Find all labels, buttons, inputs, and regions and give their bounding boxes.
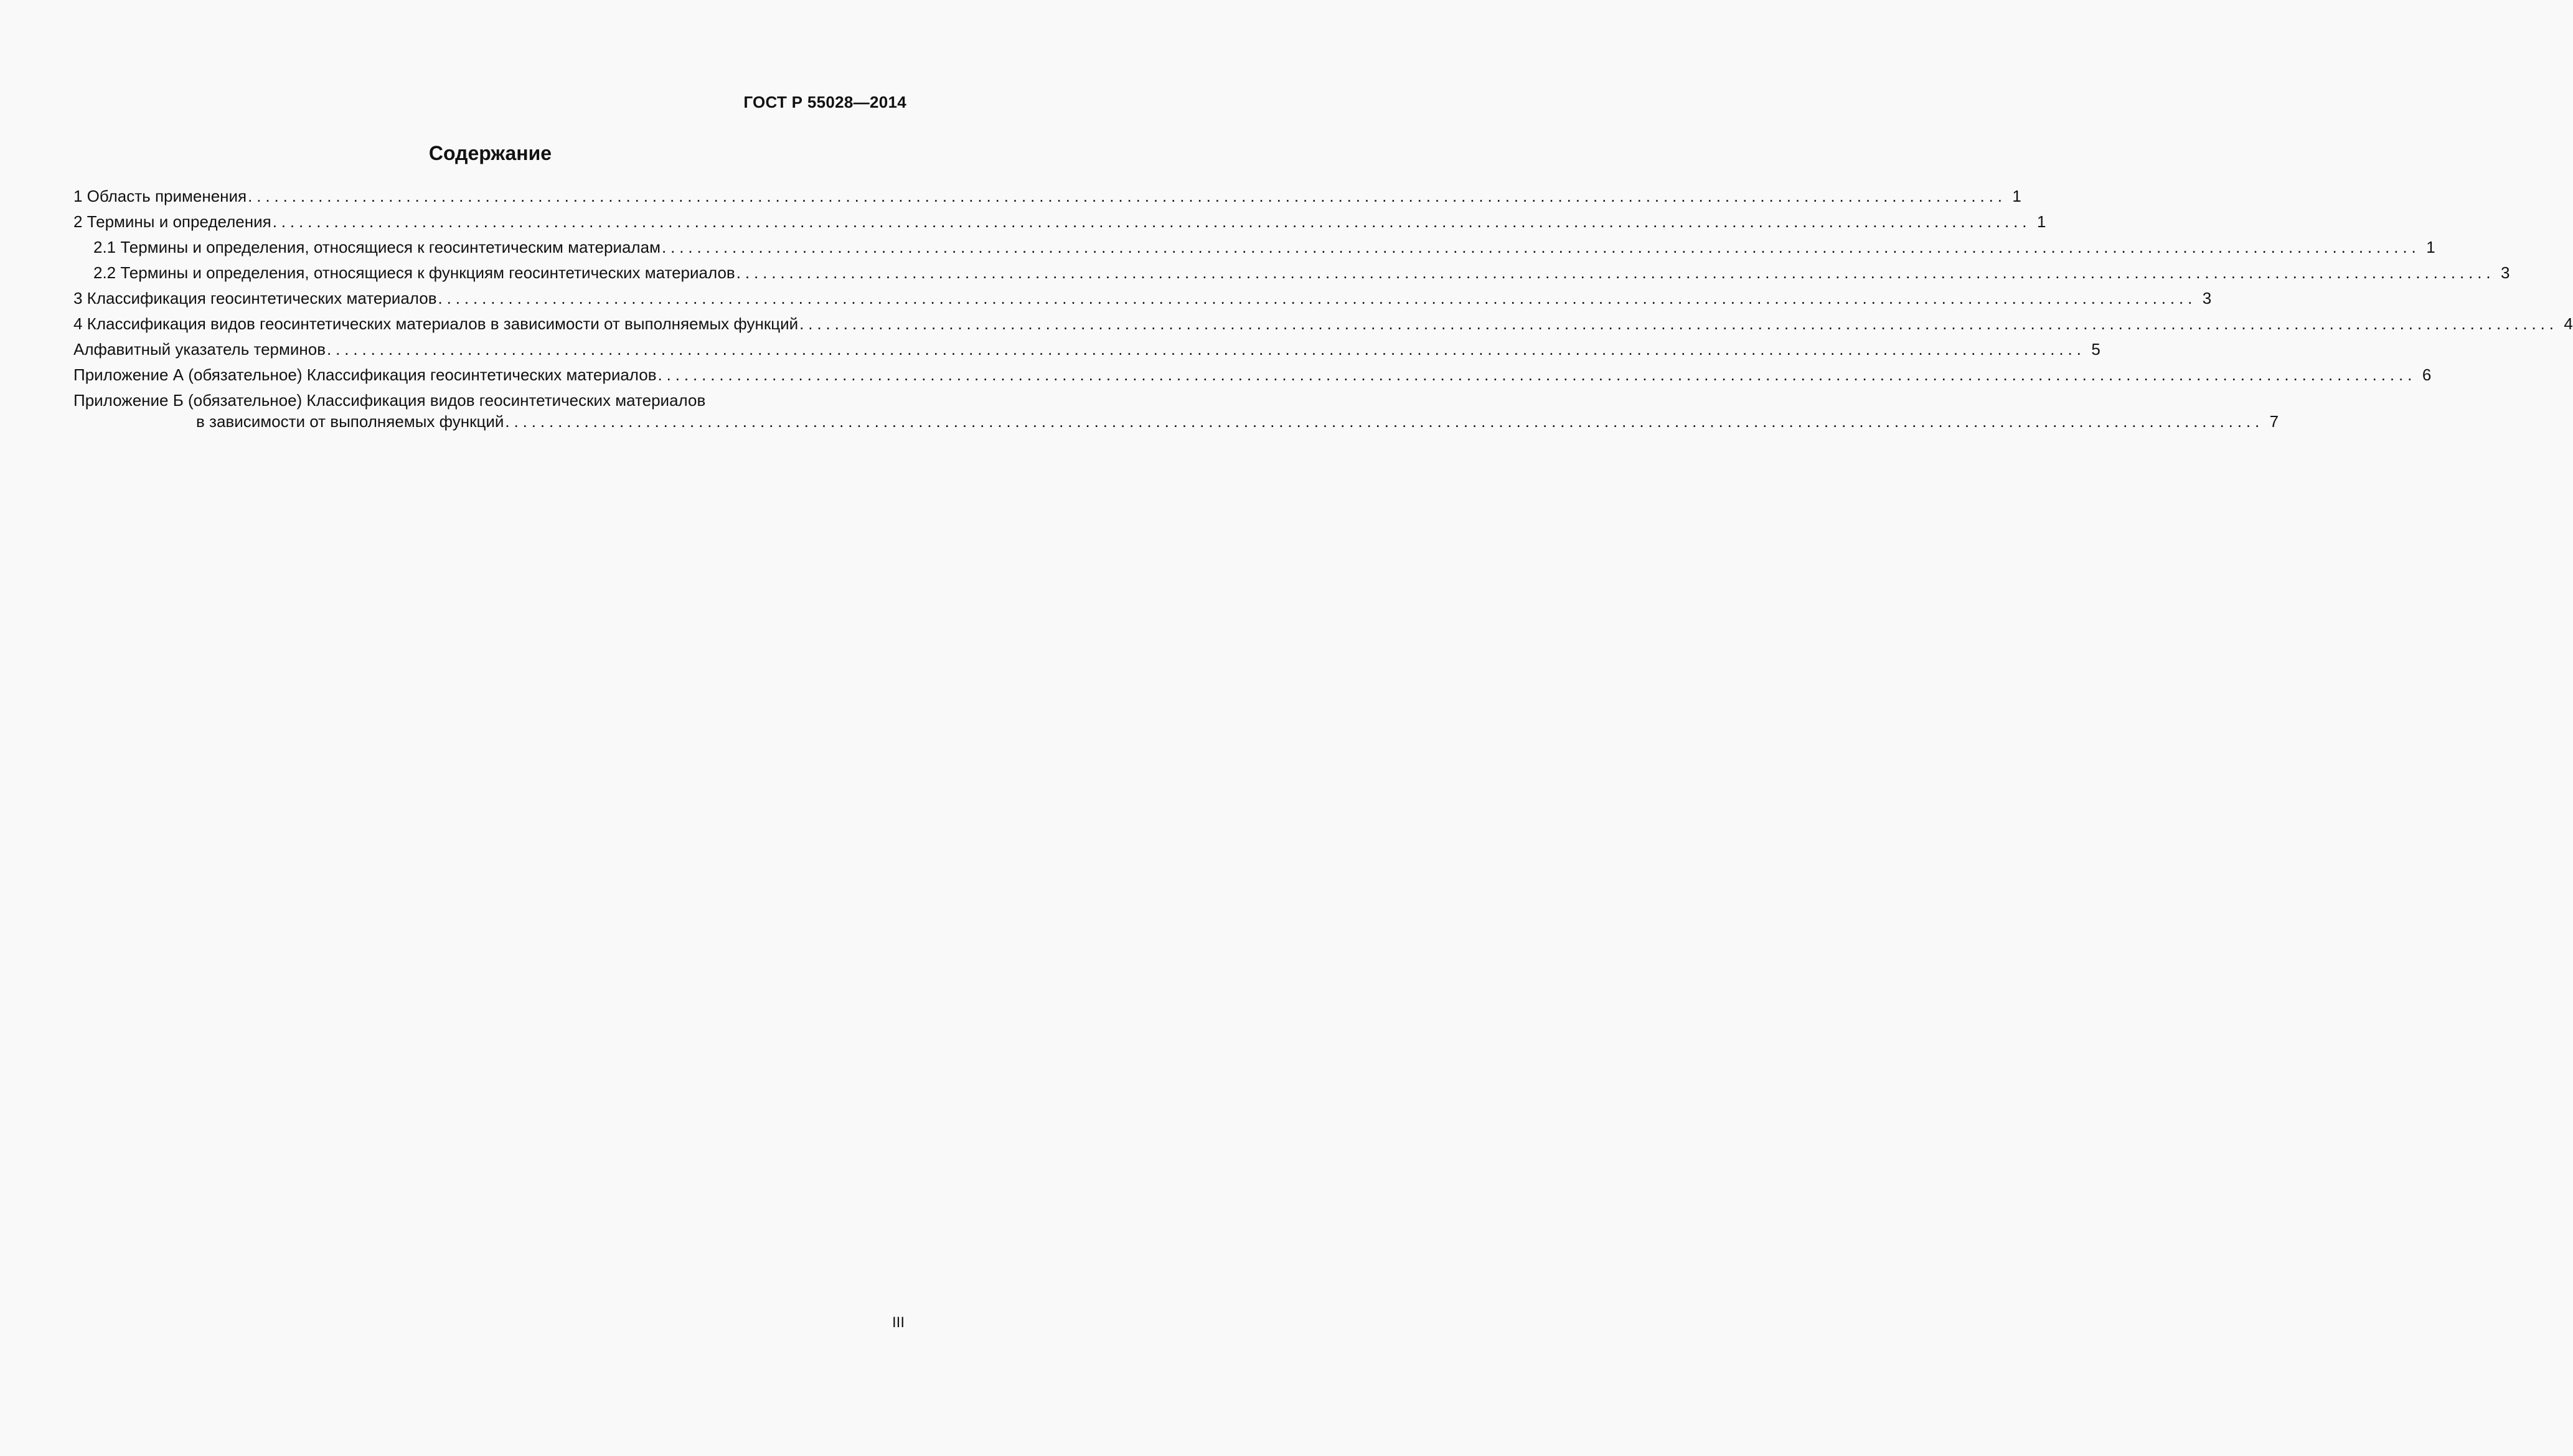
toc-leader-dots: ........................................................................................................................................................................................................ <box>505 412 2264 431</box>
toc-entry[interactable] <box>73 313 2573 339</box>
toc-leader-dots: ........................................................................................................................................................................................................ <box>248 187 2006 205</box>
toc-entry-text: 2.2 Термины и определения, относящиеся к функциям геосинтетических материалов <box>93 263 735 282</box>
table-of-contents <box>73 186 2573 436</box>
toc-entry-text: Приложение Б (обязательное) Классификация видов геосинтетических материалов <box>73 391 706 410</box>
toc-entry-text: Приложение А (обязательное) Классификация геосинтетических материалов <box>73 365 657 384</box>
toc-entry[interactable] <box>73 364 2432 390</box>
toc-title: Содержание <box>428 142 552 164</box>
toc-entry-page: 1 <box>2426 238 2435 256</box>
toc-entry-page: 4 <box>2564 314 2573 333</box>
toc-leader-dots: ........................................................................................................................................................................................................ <box>327 340 2086 359</box>
toc-entry-text: 3 Классификация геосинтетических материалов <box>73 289 437 308</box>
toc-leader-dots: ........................................................................................................................................................................................................ <box>736 263 2495 282</box>
toc-subentry[interactable] <box>73 237 2435 262</box>
toc-entry-text: 2.1 Термины и определения, относящиеся к геосинтетическим материалам <box>93 238 661 256</box>
toc-entry-page: 3 <box>2501 263 2510 282</box>
toc-subentry[interactable] <box>73 262 2510 288</box>
toc-leader-dots: ........................................................................................................................................................................................................ <box>272 212 2031 231</box>
toc-entry-page: 7 <box>2269 412 2279 431</box>
toc-entry-page: 6 <box>2422 365 2432 384</box>
document-code: ГОСТ Р 55028—2014 <box>743 93 906 111</box>
toc-entry[interactable] <box>73 211 2046 237</box>
toc-entry-text: 1 Область применения <box>73 187 247 205</box>
toc-entry-text: Алфавитный указатель терминов <box>73 340 326 359</box>
toc-entry[interactable] <box>73 339 2100 364</box>
page-number: III <box>891 1314 905 1331</box>
toc-leader-dots: ........................................................................................................................................................................................................ <box>438 289 2197 308</box>
toc-leader-dots: ........................................................................................................................................................................................................ <box>657 365 2417 384</box>
toc-entry-text: 4 Классификация видов геосинтетических материалов в зависимости от выполняемых функций <box>73 314 799 333</box>
toc-entry[interactable] <box>73 288 2212 313</box>
toc-entry-page: 3 <box>2202 289 2212 308</box>
toc-entry-page: 1 <box>2036 212 2046 231</box>
toc-entry-text-continued: в зависимости от выполняемых функций <box>196 412 504 431</box>
toc-entry-page: 5 <box>2091 340 2100 359</box>
toc-entry-text: 2 Термины и определения <box>73 212 271 231</box>
toc-entry-page: 1 <box>2012 187 2021 205</box>
toc-entry[interactable] <box>73 186 2021 211</box>
toc-leader-dots: ........................................................................................................................................................................................................ <box>799 314 2558 333</box>
toc-leader-dots: ........................................................................................................................................................................................................ <box>661 238 2420 256</box>
toc-entry[interactable] <box>73 390 2279 436</box>
